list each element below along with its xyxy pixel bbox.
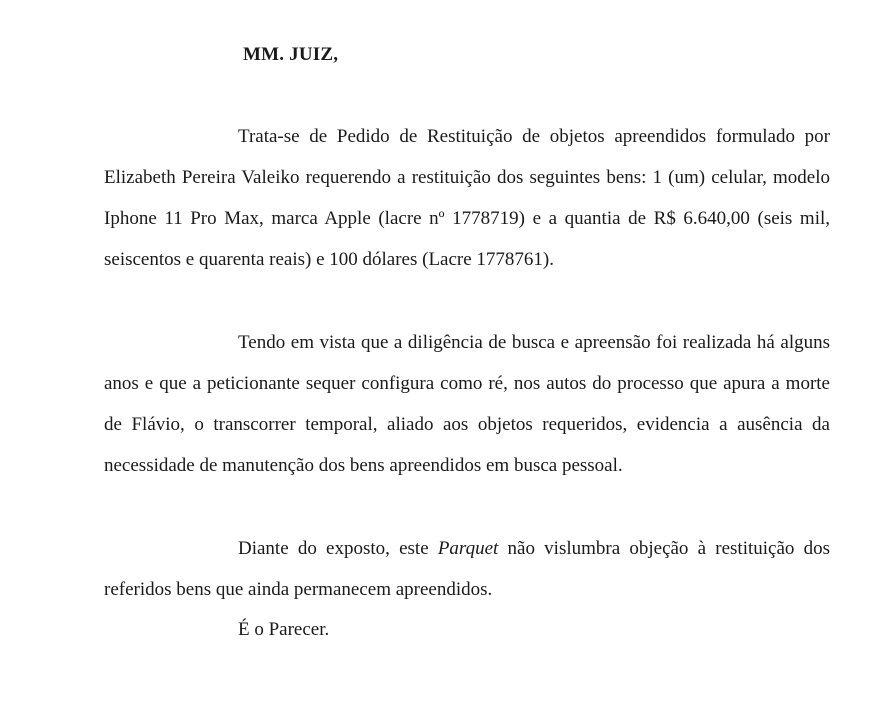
conclusion-text-start: Diante do exposto, este xyxy=(238,538,438,559)
document-heading: MM. JUIZ, xyxy=(243,44,339,65)
closing-line: É o Parecer. xyxy=(238,619,330,640)
conclusion-text-end: não vislumbra objeção à restituição dos referidos bens que ainda permanecem apreendidos. xyxy=(104,538,830,600)
paragraph-request: Trata-se de Pedido de Restituição de objetos apreendidos formulado por Elizabeth Pereira Valeiko requerendo a restituição dos seguintes bens: 1 (um) celular, modelo Iphone 11 Pro Max, marca Apple (lacre nº 1778719) e a quantia de R$ 6.640,00 (seis mil, seiscentos e quarenta reais) e 100 dólares (Lacre 1778761). xyxy=(104,126,830,270)
paragraph-reasoning: Tendo em vista que a diligência de busca e apreensão foi realizada há alguns anos e que a peticionante sequer configura como ré, nos autos do processo que apura a morte de Flávio, o transcorrer temporal, aliado aos objetos requeridos, evidencia a ausência da necessidade de manutenção dos bens apreendidos em busca pessoal. xyxy=(104,332,830,476)
parquet-term: Parquet xyxy=(437,538,499,559)
paragraph-conclusion xyxy=(104,528,830,610)
